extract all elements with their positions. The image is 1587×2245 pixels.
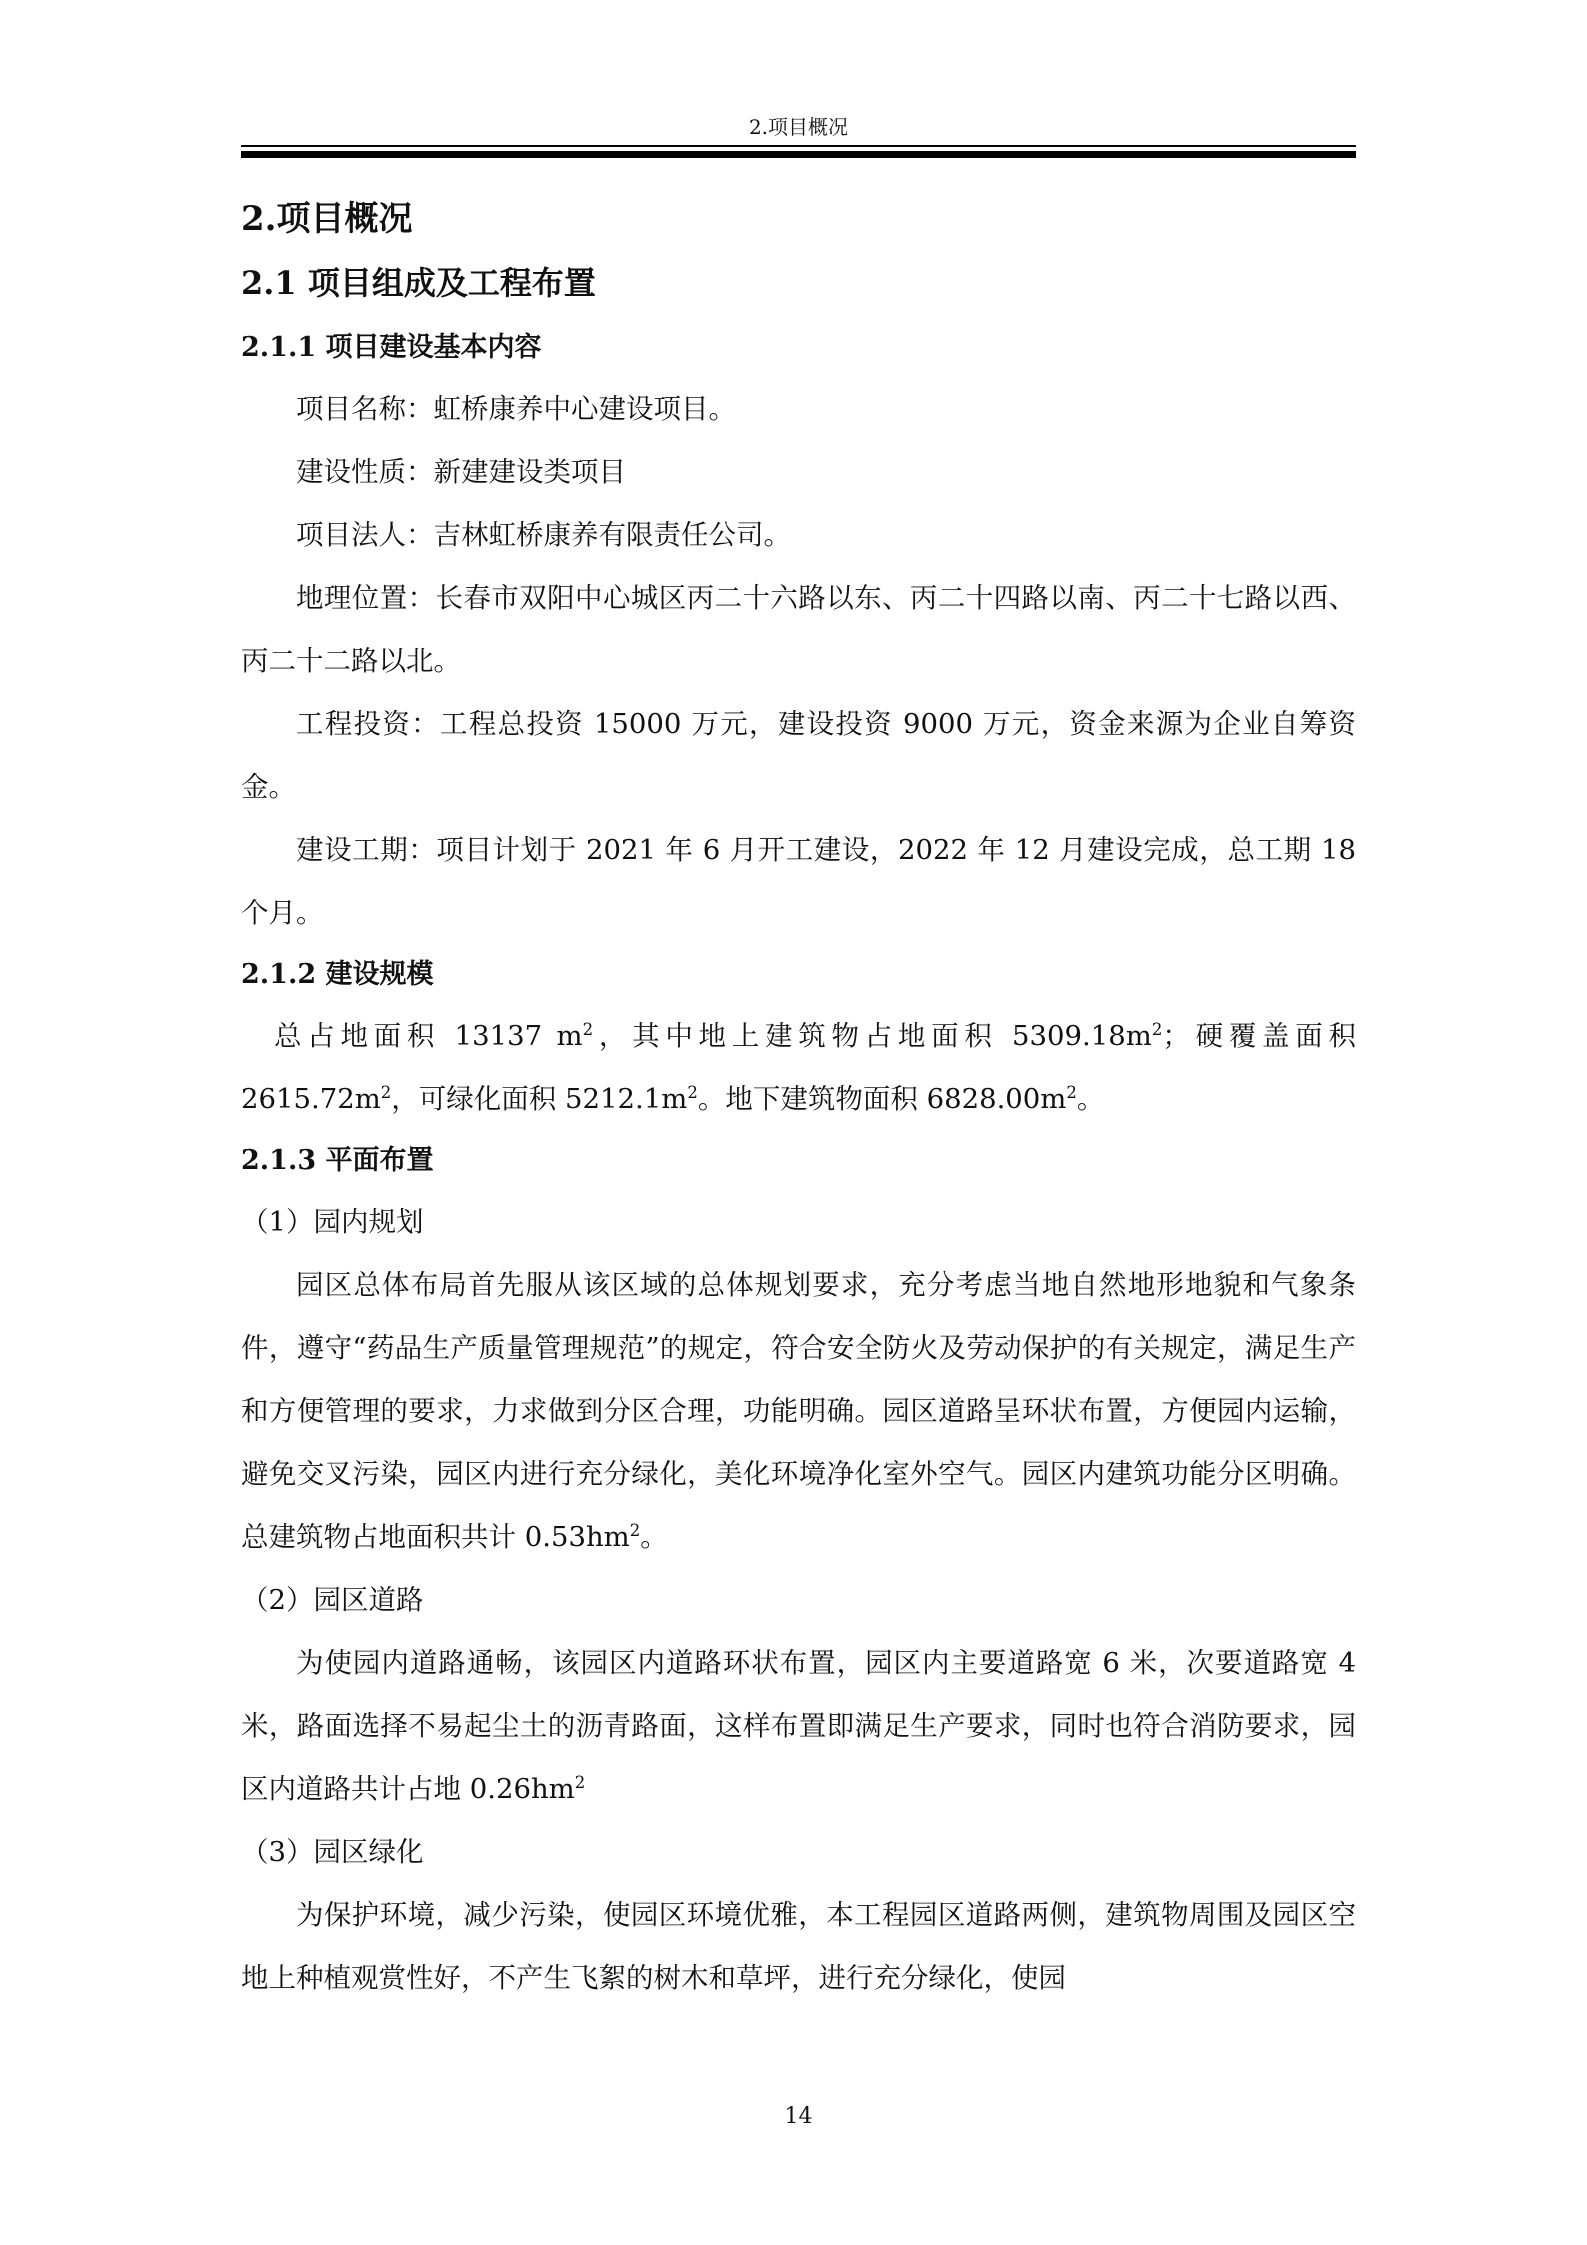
running-header: 2.项目概况 [748,115,849,139]
scale-text-e: 。地下建筑物面积 6828.00m [697,1083,1067,1115]
scale-paragraph [241,1005,1356,1131]
park-roads-text: 为使园内道路通畅，该园区内道路环状布置，园区内主要道路宽 6 米，次要道路宽 4 米，路面选择不易起尘土的沥青路面，这样布置即满足生产要求，同时也符合消防要求，园区内道路共计占地 0.26hm [241,1647,1356,1805]
header-rule-thick [241,151,1356,158]
subsection-title-2-1-2: 2.1.2 建设规模 [241,959,434,990]
superscript: 2 [380,1082,392,1102]
subheading-park-roads: （2）园区道路 [241,1584,424,1616]
scale-text-b: ，其中地上建筑物占地面积 5309.18m [593,1020,1152,1052]
scale-text-f: 。 [1076,1083,1105,1115]
construction-nature-paragraph: 建设性质：新建建设类项目 [296,456,626,488]
subsection-title-2-1-3: 2.1.3 平面布置 [241,1145,434,1176]
chapter-title: 2.项目概况 [241,199,413,239]
project-name-paragraph: 项目名称：虹桥康养中心建设项目。 [296,393,736,425]
legal-person-paragraph: 项目法人：吉林虹桥康养有限责任公司。 [296,519,791,551]
subheading-park-planning: （1）园内规划 [241,1206,424,1238]
page-content [241,190,1356,2010]
superscript: 2 [582,1019,594,1039]
page-number: 14 [784,2104,813,2129]
park-greening-paragraph: 为保护环境，减少污染，使园区环境优雅，本工程园区道路两侧，建筑物周围及园区空地上种植观赏性好，不产生飞絮的树木和草坪，进行充分绿化，使园 [241,1899,1356,1994]
park-planning-end: 。 [640,1521,668,1553]
subsection-title-2-1-1: 2.1.1 项目建设基本内容 [241,332,542,363]
subheading-park-greening: （3）园区绿化 [241,1836,424,1868]
superscript: 2 [1151,1019,1163,1039]
park-planning-text: 园区总体布局首先服从该区域的总体规划要求，充分考虑当地自然地形地貌和气象条件，遵守“药品生产质量管理规范”的规定，符合安全防火及劳动保护的有关规定，满足生产和方便管理的要求，力求做到分区合理，功能明确。园区道路呈环状布置，方便园内运输，避免交叉污染，园区内进行充分绿化，美化环境净化室外空气。园区内建筑功能分区明确。总建筑物占地面积共计 0.53hm [241,1269,1356,1553]
park-roads-paragraph [241,1632,1356,1821]
superscript: 2 [574,1772,586,1792]
header-rule-thin [241,145,1356,147]
superscript: 2 [1066,1082,1077,1102]
scale-text-d: ，可绿化面积 5212.1m [391,1083,688,1115]
investment-paragraph: 工程投资：工程总投资 15000 万元，建设投资 9000 万元，资金来源为企业自筹资金。 [241,708,1356,803]
scale-text-a: 总占地面积 13137 m [274,1020,583,1052]
section-title: 2.1 项目组成及工程布置 [241,264,596,302]
scale-text-c: ；硬覆盖面积 2615.72m [241,1020,1356,1115]
schedule-paragraph: 建设工期：项目计划于 2021 年 6 月开工建设，2022 年 12 月建设完成，总工期 18 个月。 [241,834,1356,929]
location-paragraph: 地理位置：长春市双阳中心城区丙二十六路以东、丙二十四路以南、丙二十七路以西、丙二十二路以北。 [241,582,1356,677]
superscript: 2 [687,1082,698,1102]
superscript: 2 [629,1520,641,1540]
park-planning-paragraph [241,1254,1356,1569]
